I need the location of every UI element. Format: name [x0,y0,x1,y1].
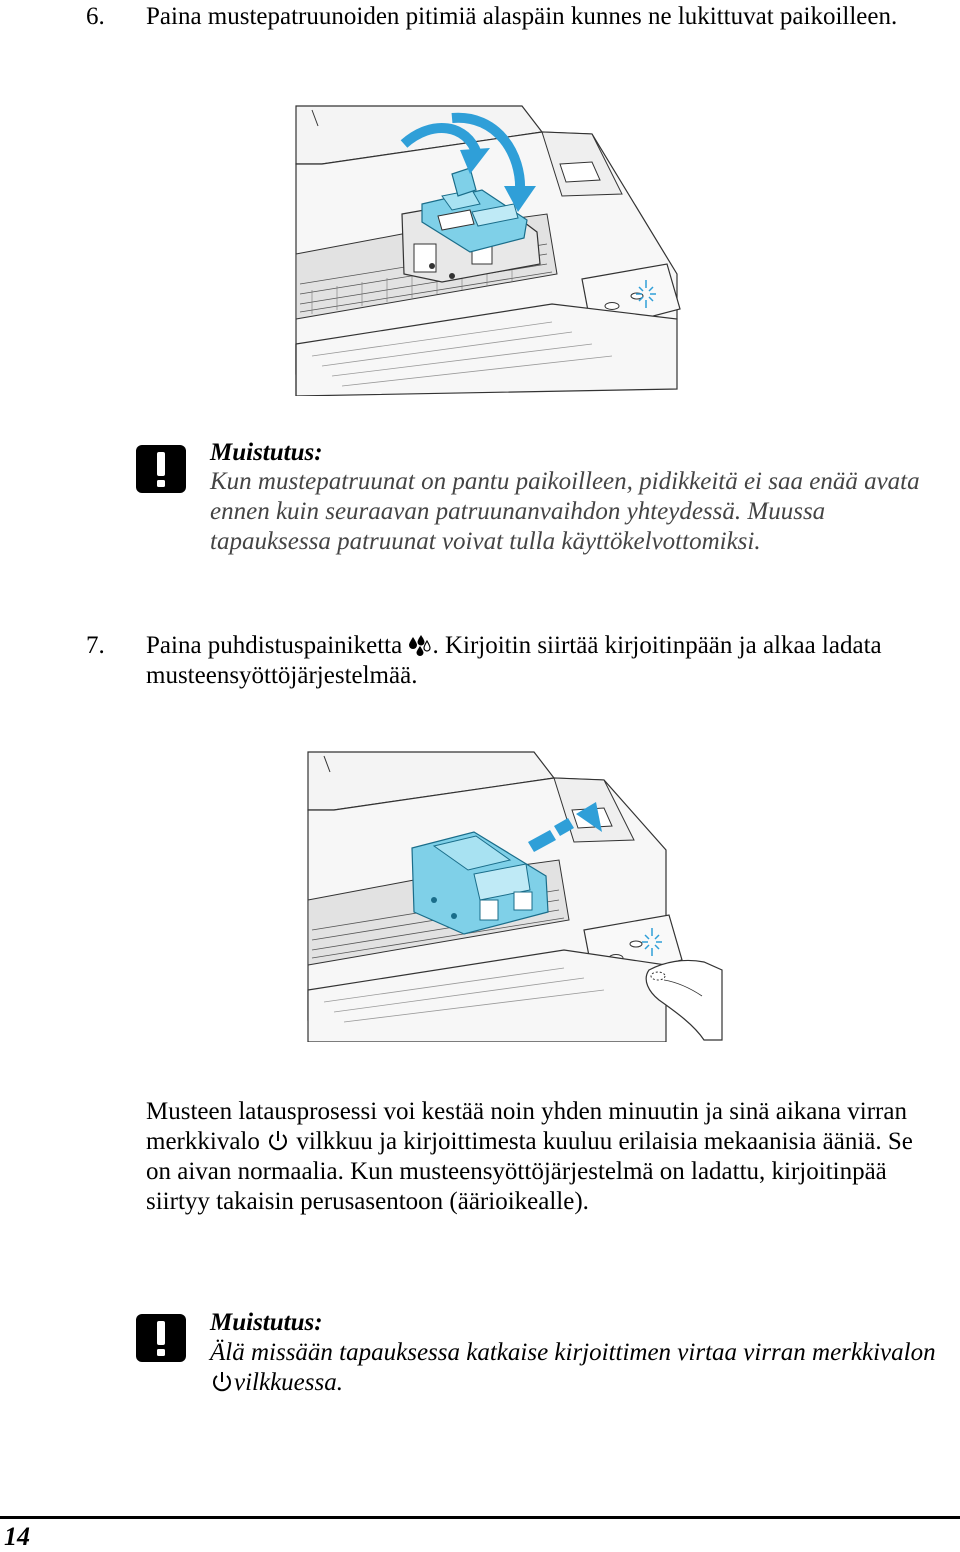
footer-rule [0,1516,960,1519]
step-7-text-after: . Kirjoitin siirtää kirjoitinpään ja alkaa ladata musteensyöttöjärjestelmää. [146,632,882,689]
paragraph-text-before: Musteen latausprosessi voi kestää noin yhden minuutin ja sinä aikana virran merkkivalo [146,1098,907,1155]
step-6-number: 6. [86,3,105,30]
power-icon-2 [210,1371,234,1393]
caution-icon-2 [135,1313,187,1363]
power-icon [266,1130,290,1152]
step-7-text-before: Paina puhdistuspainiketta [146,632,403,659]
step-7-number: 7. [86,632,105,659]
printer-illustration-cleaning [304,750,724,1042]
page-number: 14 [4,1522,30,1551]
step-6-text: Paina mustepatruunoiden pitimiä alaspäin kunnes ne lukittuvat paikoilleen. [146,3,898,30]
paragraph-text-after: vilkkuu ja kirjoittimesta kuuluu erilaisia mekaanisia ääniä. Se on aivan normaalia. Kun musteensyöttöjärjestelmä on ladattu, kirjoitinpää siirtyy takaisin perusasentoon (äärioikealle). [146,1128,913,1215]
printer-illustration-cartridge-lock [292,104,684,396]
note-2-text-after: vilkkuessa. [234,1369,343,1396]
ink-drops-cleaning-icon [408,634,432,656]
note-2-text [210,1338,940,1398]
note-1-title: Muistutus: [210,439,323,466]
note-2-text-before: Älä missään tapauksessa katkaise kirjoittimen virtaa virran merkkivalon [210,1339,936,1366]
loading-paragraph [146,1097,926,1217]
caution-icon [135,444,187,494]
step-7-text [146,631,956,691]
note-2-title: Muistutus: [210,1309,323,1336]
note-1-text: Kun mustepatruunat on pantu paikoilleen, pidikkeitä ei saa enää avata ennen kuin seuraavan patruunanvaihdon yhteydessä. Muussa tapauksessa patruunat voivat tulla käyttökelvottomiksi. [210,468,920,555]
